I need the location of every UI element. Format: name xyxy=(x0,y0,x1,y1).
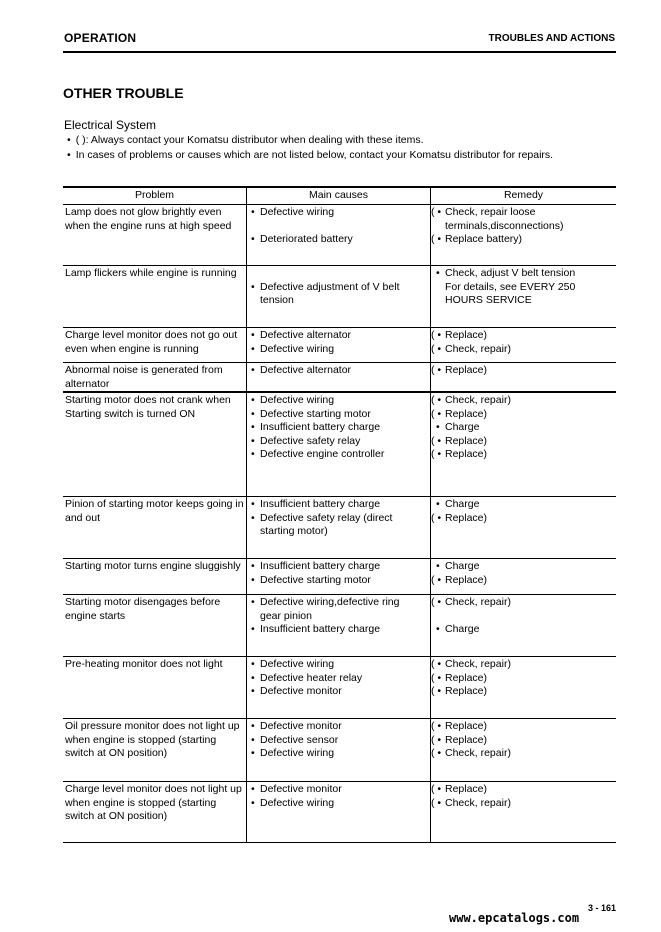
problem-cell: Charge level monitor does not go out even when engine is running xyxy=(65,329,238,355)
remedy-item: ( • Replace battery) xyxy=(431,233,523,245)
cause-item xyxy=(251,220,419,234)
cause-item: • Insufficient battery charge xyxy=(251,421,381,433)
problem-cell: Lamp does not glow brightly even when the engine runs at high speed xyxy=(65,206,232,232)
causes-cell xyxy=(251,720,419,761)
cause-item: • Defective alternator xyxy=(251,364,352,376)
remedy-item: • Charge xyxy=(436,421,480,433)
remedy-item: • Charge xyxy=(436,560,480,572)
table-row xyxy=(63,205,616,266)
cause-item: • Deteriorated battery xyxy=(251,233,353,245)
remedy-cell xyxy=(431,394,611,462)
problem-cell: Charge level monitor does not light up when engine is stopped (starting switch at ON position) xyxy=(65,783,242,822)
remedy-item: ( • Check, repair) xyxy=(431,596,511,608)
remedy-cell xyxy=(431,596,611,637)
table-row xyxy=(63,266,616,328)
section-header: OPERATION xyxy=(64,31,137,45)
column-header-problem: Problem xyxy=(134,189,175,201)
cause-item: • Defective starting motor xyxy=(251,573,371,586)
remedy-item: ( • Check, repair loose xyxy=(431,206,536,218)
remedy-cell xyxy=(431,267,611,308)
cause-item xyxy=(251,267,419,281)
notes-list xyxy=(67,133,553,163)
remedy-item: For details, see EVERY 250 xyxy=(445,280,576,293)
remedy-cell xyxy=(431,658,611,699)
column-header-remedy: Remedy xyxy=(503,189,544,201)
cause-item: • Defective monitor xyxy=(251,783,342,795)
causes-cell xyxy=(251,267,419,308)
cause-item: • Defective starting motor xyxy=(251,407,371,420)
table-row xyxy=(63,393,616,497)
remedy-item xyxy=(431,610,611,624)
causes-cell xyxy=(251,329,419,356)
remedy-item: ( • Replace) xyxy=(431,407,488,420)
remedy-item: ( • Replace) xyxy=(431,720,488,732)
problem-cell: Pinion of starting motor keeps going in and out xyxy=(65,498,244,524)
remedy-item: ( • Replace) xyxy=(431,511,488,524)
remedy-item: ( • Check, repair) xyxy=(431,796,511,809)
causes-cell xyxy=(251,596,419,637)
remedy-cell xyxy=(431,206,611,247)
remedy-item: ( • Replace) xyxy=(431,733,488,746)
cause-item: • Defective safety relay (direct starting motor) xyxy=(251,511,396,537)
table-row xyxy=(63,497,616,559)
remedy-item: ( • Replace) xyxy=(431,573,488,586)
table-header xyxy=(63,186,616,205)
cause-item: • Defective monitor xyxy=(251,685,342,697)
causes-cell xyxy=(251,560,419,587)
remedy-item: ( • Replace) xyxy=(431,685,488,697)
remedy-item: ( • Replace) xyxy=(431,434,488,447)
table-row xyxy=(63,657,616,719)
cause-item: • Defective wiring xyxy=(251,747,335,759)
cause-item: • Defective wiring xyxy=(251,394,335,406)
remedy-cell xyxy=(431,498,611,525)
problem-cell: Starting motor does not crank when Starting switch is turned ON xyxy=(65,394,231,420)
remedy-item: • Check, adjust V belt tension xyxy=(436,267,576,279)
cause-item: • Defective heater relay xyxy=(251,671,363,684)
causes-cell xyxy=(251,498,419,539)
remedy-item: ( • Replace) xyxy=(431,671,488,684)
causes-cell xyxy=(251,783,419,810)
cause-item: • Defective wiring xyxy=(251,796,335,809)
remedy-cell xyxy=(431,329,611,356)
problem-cell: Abnormal noise is generated from alternator xyxy=(65,364,223,390)
section-subtitle: Electrical System xyxy=(64,118,157,132)
cause-item: • Defective safety relay xyxy=(251,434,361,447)
problem-cell: Starting motor disengages before engine starts xyxy=(65,596,221,622)
page-number: 3 - 161 xyxy=(588,903,617,913)
cause-item: • Defective wiring xyxy=(251,206,335,218)
table-row xyxy=(63,363,616,393)
problem-cell: Lamp flickers while engine is running xyxy=(65,267,237,279)
header-rule xyxy=(63,51,616,53)
chapter-header: TROUBLES AND ACTIONS xyxy=(488,33,615,44)
note-item: • ( ): Always contact your Komatsu distributor when dealing with these items. xyxy=(67,133,553,148)
watermark: www.epcatalogs.com xyxy=(449,911,580,925)
cause-item: • Defective engine controller xyxy=(251,448,385,460)
problem-cell: Starting motor turns engine sluggishly xyxy=(65,560,241,572)
causes-cell xyxy=(251,206,419,247)
remedy-item: ( • Check, repair) xyxy=(431,342,511,355)
table-row xyxy=(63,782,616,843)
page-title: OTHER TROUBLE xyxy=(63,85,184,101)
remedy-item: • Charge xyxy=(436,498,480,510)
cause-item: • Defective wiring xyxy=(251,658,335,670)
cause-item: • Defective monitor xyxy=(251,720,342,732)
table-row xyxy=(63,328,616,363)
remedy-item: HOURS SERVICE xyxy=(445,294,532,306)
cause-item: • Insufficient battery charge xyxy=(251,623,381,635)
cause-item: • Defective wiring,defective ring gear pinion xyxy=(251,596,403,622)
table-row xyxy=(63,719,616,782)
remedy-item: ( • Check, repair) xyxy=(431,394,511,406)
cause-item: • Insufficient battery charge xyxy=(251,498,381,510)
causes-cell xyxy=(251,658,419,699)
table-row xyxy=(63,559,616,595)
remedy-item: ( • Check, repair) xyxy=(431,747,511,759)
trouble-table xyxy=(63,186,616,843)
remedy-item: ( • Replace) xyxy=(431,448,488,460)
causes-cell xyxy=(251,364,419,378)
note-item: • In cases of problems or causes which are not listed below, contact your Komatsu distributor for repairs. xyxy=(67,148,553,163)
cause-item: • Defective alternator xyxy=(251,329,352,341)
problem-cell: Pre-heating monitor does not light xyxy=(65,658,223,670)
remedy-cell xyxy=(431,364,611,378)
remedy-cell xyxy=(431,720,611,761)
cause-item: • Defective sensor xyxy=(251,733,339,746)
remedy-item: terminals,disconnections) xyxy=(445,219,564,232)
remedy-cell xyxy=(431,560,611,587)
cause-item: • Defective wiring xyxy=(251,342,335,355)
cause-item: • Insufficient battery charge xyxy=(251,560,381,572)
table-row xyxy=(63,595,616,657)
column-header-causes: Main causes xyxy=(309,189,368,201)
problem-cell: Oil pressure monitor does not light up when engine is stopped (starting switch at ON position) xyxy=(65,720,240,759)
remedy-item: ( • Check, repair) xyxy=(431,658,511,670)
remedy-item: • Charge xyxy=(436,623,480,635)
remedy-item: ( • Replace) xyxy=(431,783,488,795)
remedy-item: ( • Replace) xyxy=(431,329,488,341)
cause-item: • Defective adjustment of V belt tension xyxy=(251,280,403,306)
table-body xyxy=(63,205,616,843)
remedy-cell xyxy=(431,783,611,810)
causes-cell xyxy=(251,394,419,462)
remedy-item: ( • Replace) xyxy=(431,364,488,376)
